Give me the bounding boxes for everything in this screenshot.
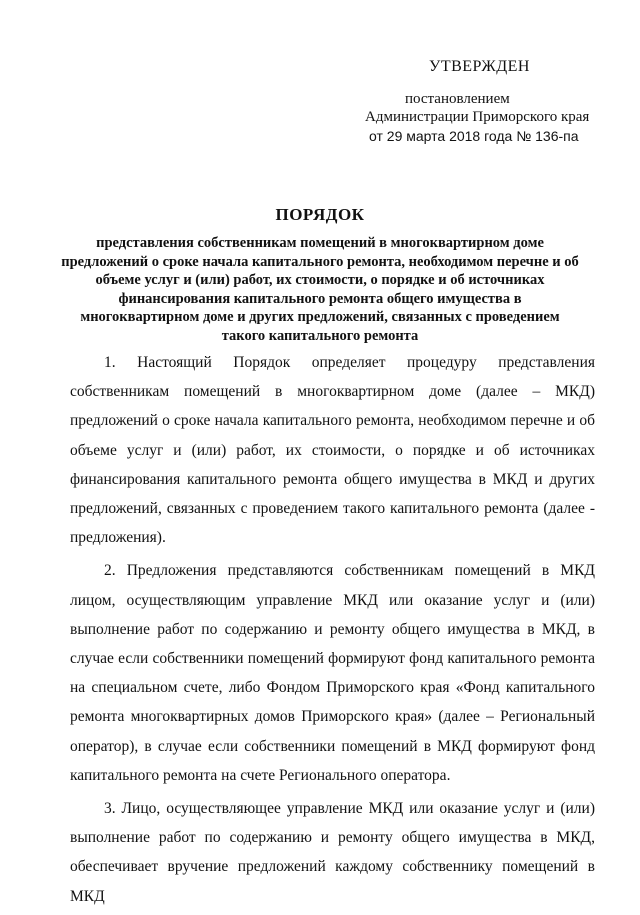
paragraph-2: 2. Предложения представляются собственникам помещений в МКД лицом, осуществляющим управление МКД или оказание услуг и (или) выполнение работ по содержанию и ремонту общего имущества в МКД, в случае если собственники помещений формируют фонд капитального ремонта на специальном счете, либо Фондом Приморского края «Фонд капитального ремонта многоквартирных домов Приморского края» (далее – Региональный оператор), в случае если собственники помещений в МКД формируют фонд капитального ремонта на счете Регионального оператора. — [70, 562, 595, 784]
paragraph-3: 3. Лицо, осуществляющее управление МКД или оказание услуг и (или) выполнение работ по содержанию и ремонту общего имущества в МКД, обеспечивает вручение предложений каждому собственнику помещений в МКД — [70, 800, 595, 905]
document-title: ПОРЯДОК — [275, 205, 365, 224]
document-body — [70, 348, 595, 915]
document-subtitle: представления собственникам помещений в многоквартирном доме предложений о сроке начала капитального ремонта, необходимом перечне и об объеме услуг и (или) работ, их стоимости, о порядке и об источниках финансирования капитального ремонта общего имущества в многоквартирном доме и других предложений, связанных с проведением такого капитального ремонта — [61, 235, 579, 344]
paragraph-1: 1. Настоящий Порядок определяет процедуру представления собственникам помещений в многоквартирном доме (далее – МКД) предложений о сроке начала капитального ремонта, необходимом перечне и об объеме услуг и (или) работ, их стоимости, о порядке и об источниках финансирования капитального ремонта общего имущества в МКД и других предложений, связанных с проведением такого капитального ремонта (далее - предложения). — [70, 354, 595, 547]
approval-line-resolution: постановлением — [405, 91, 510, 107]
approval-line-date-number: от 29 марта 2018 года № 136-па — [369, 128, 579, 144]
approved-heading: УТВЕРЖДЕН — [429, 58, 530, 75]
approval-line-administration: Администрации Приморского края — [365, 109, 590, 125]
